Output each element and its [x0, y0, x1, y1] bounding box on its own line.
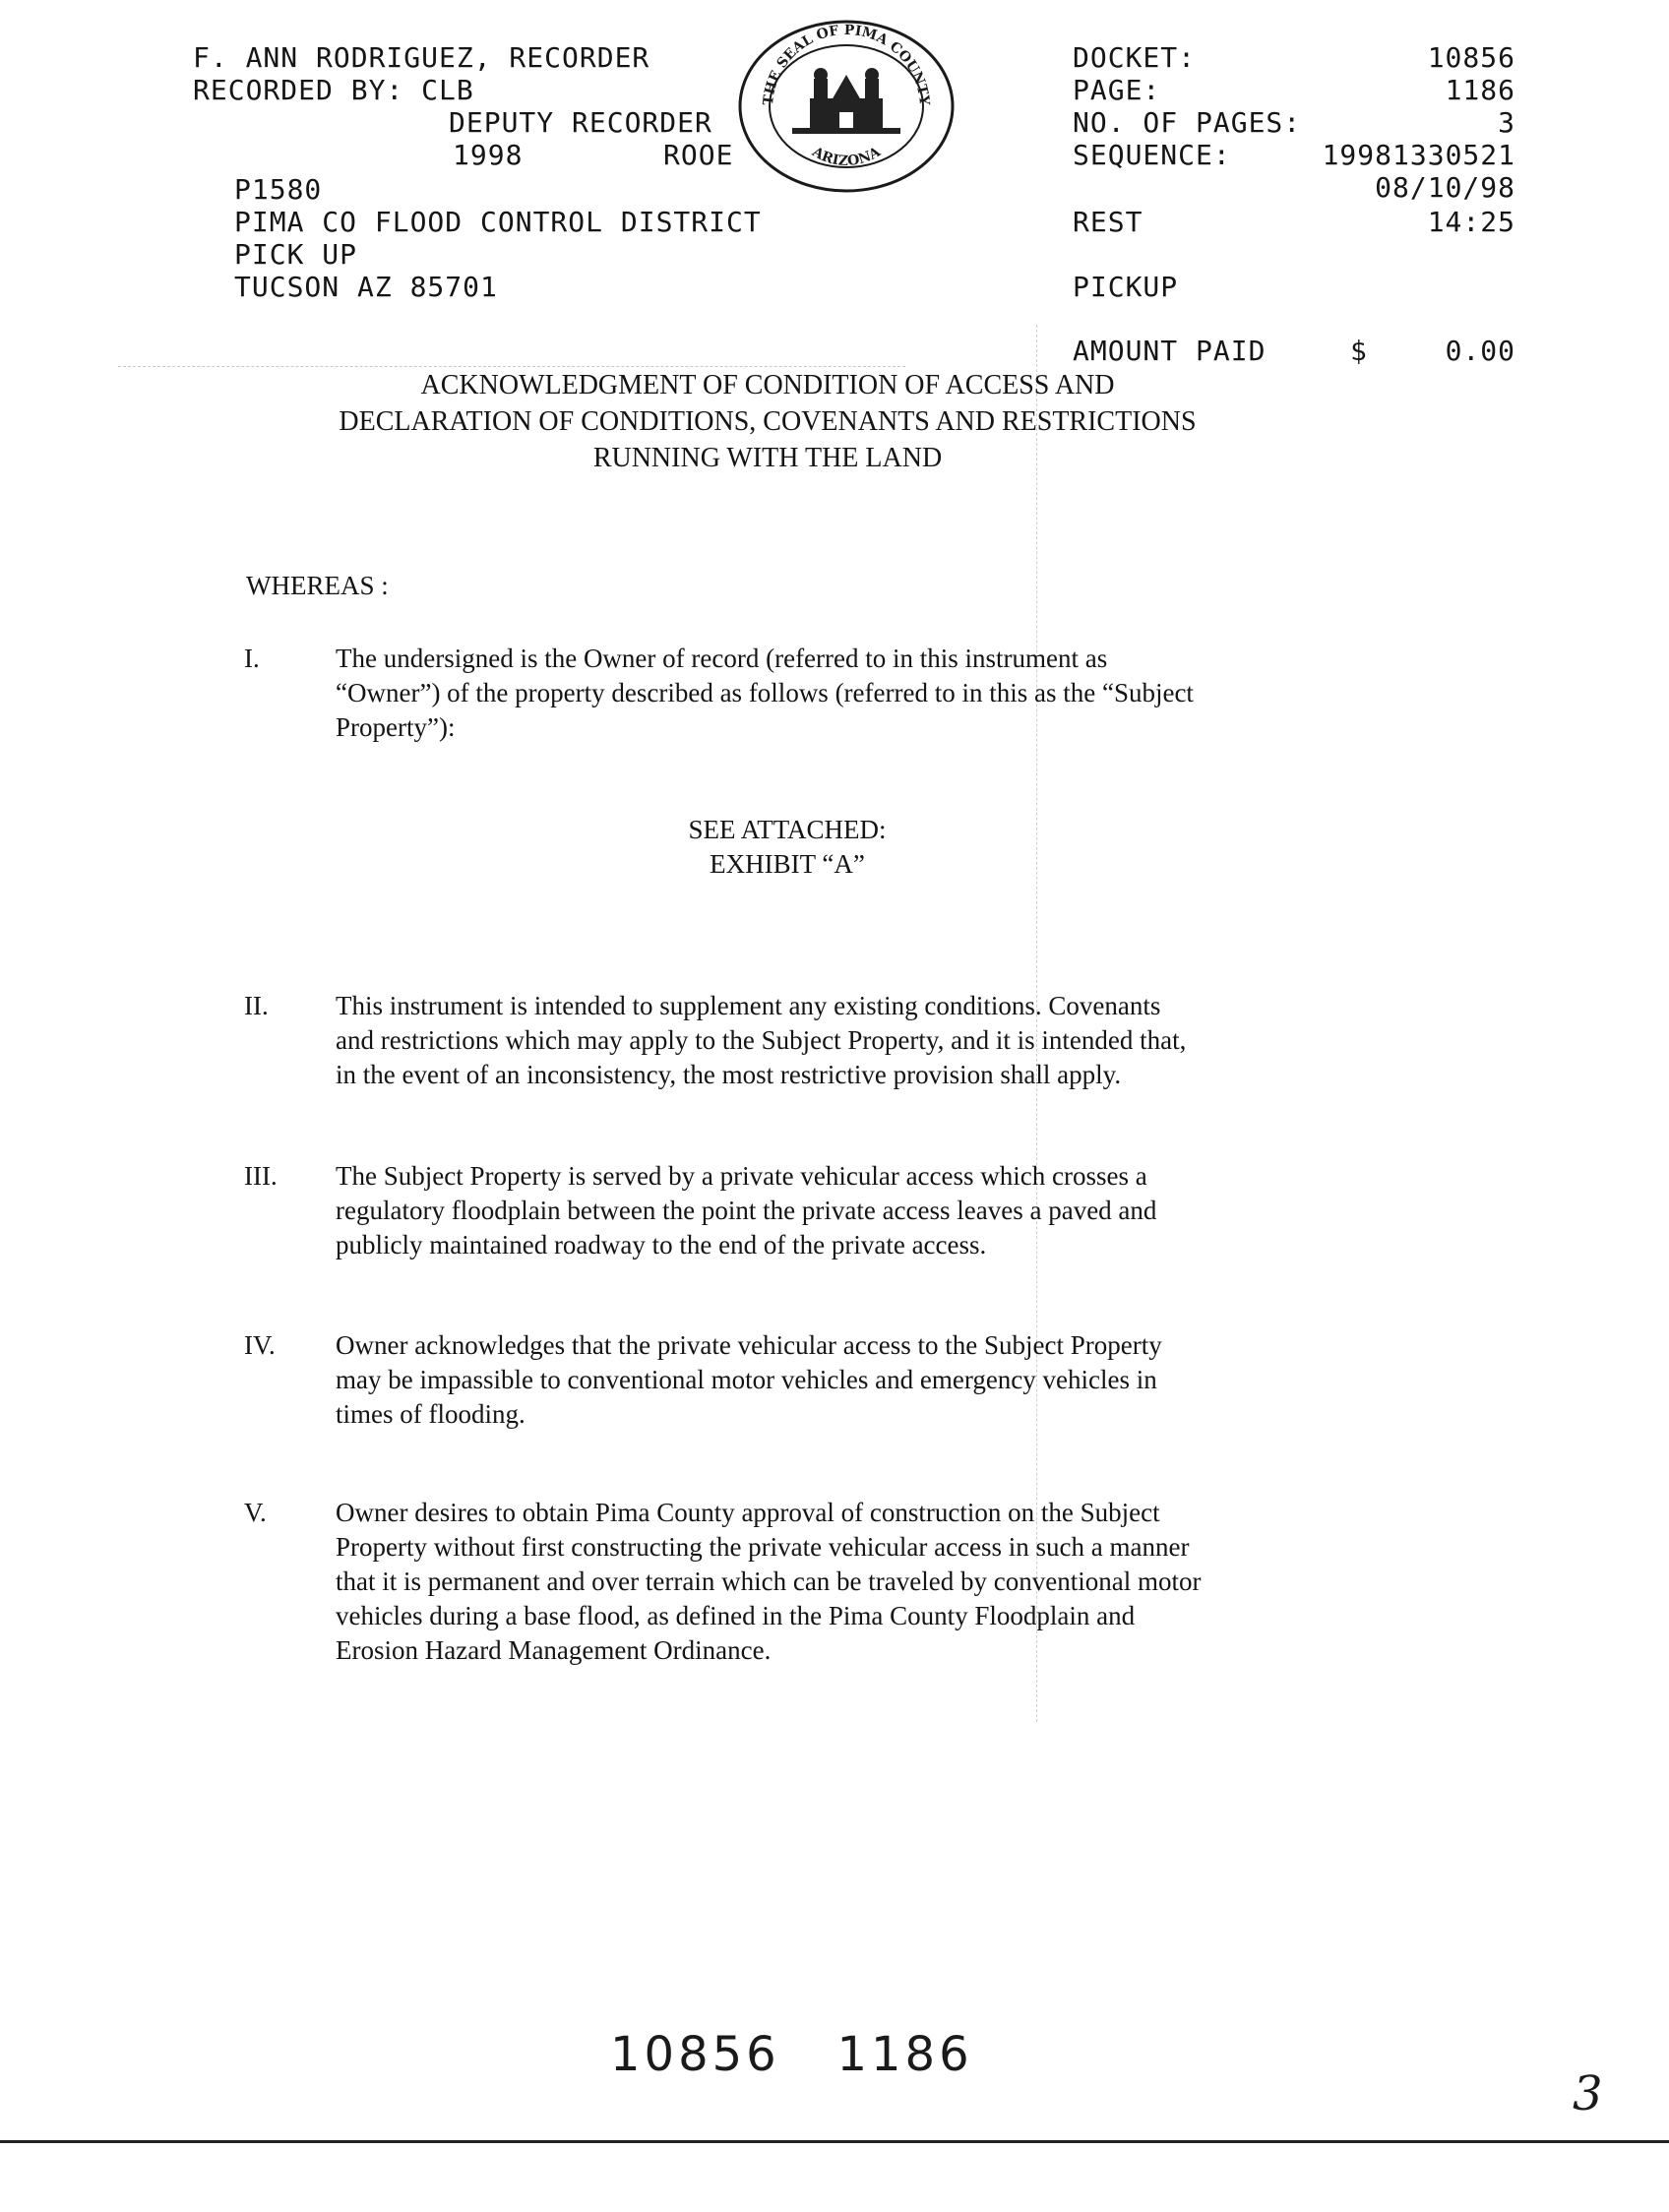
pages-value: 3	[1498, 106, 1515, 139]
delivery-method: PICK UP	[234, 238, 358, 271]
paragraph-line: vehicles during a base flood, as defined in the Pima County Floodplain and	[336, 1601, 1136, 1630]
record-year: 1998	[453, 139, 524, 171]
page-value: 1186	[1445, 74, 1515, 106]
exhibit-label: EXHIBIT “A”	[710, 849, 865, 879]
title-line-1: ACKNOWLEDGMENT OF CONDITION OF ACCESS AND	[420, 370, 1115, 400]
paragraph-line: that it is permanent and over terrain which can be traveled by conventional motor	[336, 1567, 1202, 1596]
paragraph-line: Owner desires to obtain Pima County approval of construction on the Subject	[336, 1498, 1160, 1527]
rest-label: REST	[1073, 206, 1144, 238]
item-paragraph	[336, 1496, 1359, 1668]
item-paragraph	[336, 642, 1359, 745]
paragraph-line: times of flooding.	[336, 1399, 525, 1429]
item-paragraph	[336, 1328, 1359, 1432]
paragraph-line: publicly maintained roadway to the end of the private access.	[336, 1230, 987, 1260]
amount-currency: $	[1350, 335, 1368, 367]
record-time: 14:25	[1427, 206, 1515, 238]
docket-label: DOCKET:	[1073, 41, 1197, 74]
item-paragraph	[336, 989, 1359, 1092]
paragraph-line: Property”):	[336, 712, 456, 742]
see-attached: SEE ATTACHED:	[688, 815, 887, 844]
record-date: 08/10/98	[1375, 171, 1515, 204]
item-number: II.	[244, 991, 269, 1020]
paragraph-line: in the event of an inconsistency, the most restrictive provision shall apply.	[336, 1060, 1122, 1089]
agency-name: PIMA CO FLOOD CONTROL DISTRICT	[234, 206, 762, 238]
record-id: P1580	[234, 173, 323, 206]
record-code: ROOE	[663, 139, 734, 171]
item-number: I.	[244, 644, 260, 673]
paragraph-line: “Owner”) of the property described as follows (referred to in this as the “Subject	[336, 678, 1194, 707]
svg-text:THE SEAL OF PIMA COUNTY: THE SEAL OF PIMA COUNTY	[760, 22, 933, 106]
title-line-2: DECLARATION OF CONDITIONS, COVENANTS AND RESTRICTIONS	[339, 406, 1197, 437]
footer-docket-page: 10856 1186	[610, 2027, 973, 2082]
pickup-label: PICKUP	[1073, 271, 1179, 303]
paragraph-line: and restrictions which may apply to the Subject Property, and it is intended that,	[336, 1025, 1187, 1055]
amount-paid-value: 0.00	[1445, 335, 1515, 367]
recorded-by: RECORDED BY: CLB	[193, 74, 474, 106]
paragraph-line: The undersigned is the Owner of record (referred to in this instrument as	[336, 644, 1108, 673]
paragraph-line: Owner acknowledges that the private vehicular access to the Subject Property	[336, 1330, 1162, 1360]
county-seal-icon	[733, 18, 959, 195]
attachment-reference	[531, 813, 1043, 882]
page-label: PAGE:	[1073, 74, 1161, 106]
sequence-label: SEQUENCE:	[1073, 139, 1231, 171]
paragraph-line: may be impassible to conventional motor vehicles and emergency vehicles in	[336, 1365, 1157, 1394]
amount-paid-label: AMOUNT PAID	[1073, 335, 1267, 367]
item-number: III.	[244, 1161, 278, 1191]
recorder-name: F. ANN RODRIGUEZ, RECORDER	[193, 41, 650, 74]
sequence-value: 19981330521	[1322, 139, 1515, 171]
item-paragraph	[336, 1159, 1359, 1262]
county-seal	[733, 18, 959, 195]
bottom-rule	[0, 2140, 1669, 2143]
docket-value: 10856	[1427, 41, 1515, 74]
item-number: V.	[244, 1498, 267, 1527]
paragraph-line: Erosion Hazard Management Ordinance.	[336, 1635, 772, 1665]
deputy-recorder: DEPUTY RECORDER	[449, 106, 712, 139]
paragraph-line: The Subject Property is served by a private vehicular access which crosses a	[336, 1161, 1147, 1191]
agency-address: TUCSON AZ 85701	[234, 271, 498, 303]
paragraph-line: Property without first constructing the private vehicular access in such a manner	[336, 1532, 1190, 1562]
handwritten-page-number: 3	[1573, 2066, 1603, 2121]
title-line-3: RUNNING WITH THE LAND	[592, 443, 943, 473]
pages-label: NO. OF PAGES:	[1073, 106, 1302, 139]
item-number: IV.	[244, 1330, 276, 1360]
svg-text:ARIZONA: ARIZONA	[809, 144, 884, 170]
whereas-heading: WHEREAS :	[246, 571, 389, 600]
document-title	[236, 367, 1299, 476]
paragraph-line: This instrument is intended to supplement any existing conditions. Covenants	[336, 991, 1161, 1020]
paragraph-line: regulatory floodplain between the point the private access leaves a paved and	[336, 1196, 1157, 1225]
